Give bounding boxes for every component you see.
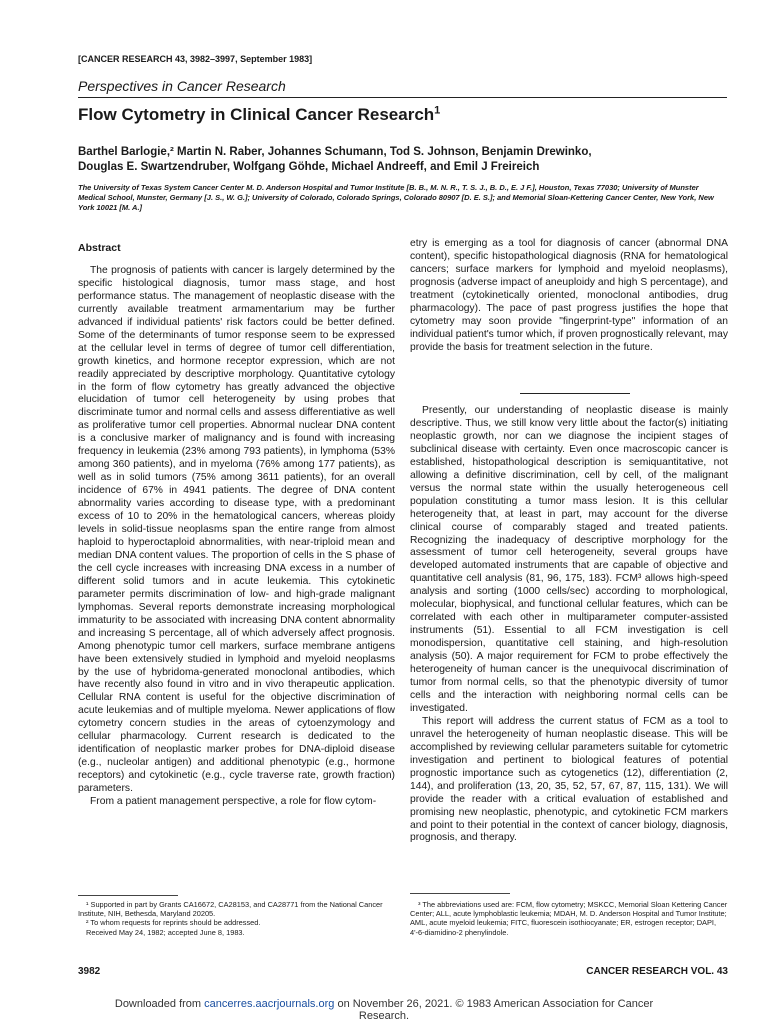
body-column (410, 405, 728, 845)
journal-running-footer: CANCER RESEARCH VOL. 43 (586, 966, 728, 977)
journal-citation: [CANCER RESEARCH 43, 3982–3997, September 1983] (78, 54, 313, 64)
footnote-3: ³ The abbreviations used are: FCM, flow cytometry; MSKCC, Memorial Sloan Kettering Cancer Center; ALL, acute lymphoblastic leukemia; MDAH, M. D. Anderson Hospital and Tumor Institute; AML, acute myeloid leukemia; FITC, fluorescein isothiocyanate; ER, estrogen receptor; DAPI, 4'-6-diamidino-2 phenylindole. (410, 900, 728, 937)
abstract-end-rule (520, 393, 630, 394)
received-dates: Received May 24, 1982; accepted June 8, 1983. (86, 927, 245, 937)
body-paragraph-1: Presently, our understanding of neoplastic disease is mainly descriptive. Thus, we still know very little about the factor(s) initiating neoplastic growth, nor can we diagnose the incipient stages of subclinical disease with certainty. Even once macroscopic cancer is established, histopathological description is semiquantitative, not allowing a definitive discrimination, cell by cell, of the malignant versus the normal state within the usually heterogeneous cell population constituting a tumor mass lesion. It is this cellular heterogeneity that, at least in part, may account for the diverse clinical course of comparably staged and treated patients. Recognizing the inadequacy of descriptive morphology for the assessment of tumor cell heterogeneity, several groups have developed automated instruments that are capable of objective and quantitative cell analysis (81, 96, 175, 183). FCM³ allows high-speed analysis and sorting (1000 cells/sec) according to morphological, molecular, biophysical, and functional cellular features, which can be correlated with each other in multiparameter computer-assisted instruments (51). Essential to all FCM investigation is cell monodispersion, quantitative cell staining, and high-resolution analysis (50). A major requirement for FCM to probe effectively the heterogeneity of human cancer is the unequivocal discrimination of tumor from normal cells, so that the phenotypic diversity of tumor cells and the interaction with neighboring normal cells can be investigated. (410, 405, 728, 714)
download-link[interactable]: cancerres.aacrjournals.org (204, 998, 335, 1010)
abstract-paragraph-2-start: From a patient management perspective, a role for flow cytom- (90, 796, 377, 808)
footnotes-left (78, 900, 395, 937)
abstract-continuation (410, 238, 728, 355)
footnote-rule-right (410, 893, 510, 894)
author-list (78, 145, 728, 175)
download-suffix: on November 26, 2021. © 1983 American Association for Cancer Research. (334, 998, 654, 1022)
abstract-paragraph-2-cont: etry is emerging as a tool for diagnosis of cancer (abnormal DNA content), specific histopathological diagnosis (RNA for hematological cancers; surface markers for lymphoid and myeloid neoplasms), prognosis (adverse impact of aneuploidy and high S percentage), and treatment (cytokinetically oriented, monoclonal antibodies, drug pharmacology). The pace of past progress justifies the hope that cytometry may soon provide "fingerprint-type" information of an individual patient's tumor which, if proven prognostically relevant, may provide the basis for treatment selection in the future. (410, 238, 728, 353)
abstract-column (78, 242, 395, 809)
footnote-2: ² To whom requests for reprints should be addressed. (86, 918, 261, 928)
affiliations: The University of Texas System Cancer Center M. D. Anderson Hospital and Tumor Institute [B. B., M. N. R., T. S. J., B. D., E. J F.], Houston, Texas 77030; University of Munster Medical School, Munster, Germany [J. S., W. G.]; University of Colorado, Colorado Springs, Colorado 80907 [D. E. S.]; and Memorial Sloan-Kettering Cancer Center, New York, New York 10021 [M. A.] (78, 183, 714, 212)
header-rule (78, 97, 727, 98)
authors-line-1: Barthel Barlogie,² Martin N. Raber, Johannes Schumann, Tod S. Johnson, Benjamin Drewinko, (78, 146, 592, 158)
download-notice (100, 998, 668, 1022)
footnote-rule-left (78, 895, 178, 896)
body-paragraph-2: This report will address the current status of FCM as a tool to unravel the heterogeneity of human neoplastic disease. This will be accomplished by reviewing cellular parameters suitable for cytometric investigation and pertinent to biological features of potential prognostic importance such as cytogenetics (12), differentiation (2, 144), and proliferation (13, 20, 35, 52, 57, 67, 87, 115, 131). We will provide the reader with a critical evaluation of established and promising new neoplastic, phenotypic, and cytokinetic FCM markers and point to their potential in the context of cancer biology, diagnosis, prognosis, and therapy. (410, 715, 728, 844)
footnotes-right (410, 900, 728, 937)
page-number: 3982 (78, 966, 101, 977)
article-title-text: Flow Cytometry in Clinical Cancer Research (78, 105, 435, 124)
article-title (78, 105, 440, 125)
download-prefix: Downloaded from (114, 998, 205, 1010)
authors-line-2: Douglas E. Swartzendruber, Wolfgang Göhde, Michael Andreeff, and Emil J Freireich (78, 161, 540, 173)
abstract-heading: Abstract (78, 242, 121, 254)
title-footnote-mark: 1 (434, 104, 441, 117)
section-heading: Perspectives in Cancer Research (78, 78, 286, 94)
abstract-paragraph-1: The prognosis of patients with cancer is largely determined by the specific histological diagnosis, tumor mass stage, and host performance status. The management of neoplastic disease with the currently available treatment armamentarium may be further advanced if individual patients' risk factors could be better defined. Some of the determinants of tumor response seem to be expressed at the cellular level in terms of degree of tumor cell differentiation, growth kinetics, and hormone receptor expression, which are not readily appreciated by descriptive morphology. Quantitative cytology in the form of flow cytometry has greatly advanced the objective elucidation of tumor cell heterogeneity by using probes that discriminate tumor and normal cells and assess differentiative as well as proliferative tumor cell properties. Abnormal nuclear DNA content is a conclusive marker of malignancy and is found with increasing frequency in leukemia (23% among 793 patients), in lymphoma (53% among 360 patients), and in myeloma (76% among 177 patients), as well as in solid tumors (75% among 3611 patients), for an overall incidence of 67% in 4941 patients. The degree of DNA content abnormality varies according to disease type, with a predominant excess of 10 to 20% in the hematological cancers, whereas ploidy levels in solid-tissue neoplasms span the entire range from almost haploid to hyperoctaploid abnormalities, with near-triploid mean and median DNA content values. The proportion of cells in the S phase of the cell cycle increases with increasing DNA excess in a number of different solid tumors and in acute leukemia. This cytokinetic parameter permits discrimination of low- and high-grade malignant lymphomas. Several reports demonstrate increasing morphological immaturity to be associated with increasing DNA content abnormality and increasing S percentage, all of which adversely affect prognosis. Among phenotypic tumor cell markers, surface membrane antigens have been extensively studied in lymphoid and myeloid neoplasms by the use of hybridoma-generated monoclonal antibodies, which have recently also found in vitro and in vivo therapeutic application. Cellular RNA content is useful for the objective discrimination of acute leukemias and of multiple myeloma. Newer applications of flow cytometry concern studies in the areas of cytoenzymology and cellular pharmacology. Current research is dedicated to the identification of neoplastic marker probes for DNA-diploid disease (e.g., nucleolar antigen) and additional phenotypic (e.g., hormone receptors) and cytokinetic (e.g., cycle traverse rate, growth fraction) parameters. (78, 264, 395, 795)
footnote-1: ¹ Supported in part by Grants CA16672, CA28153, and CA28771 from the National Cancer Institute, NIH, Bethesda, Maryland 20205. (78, 900, 383, 919)
